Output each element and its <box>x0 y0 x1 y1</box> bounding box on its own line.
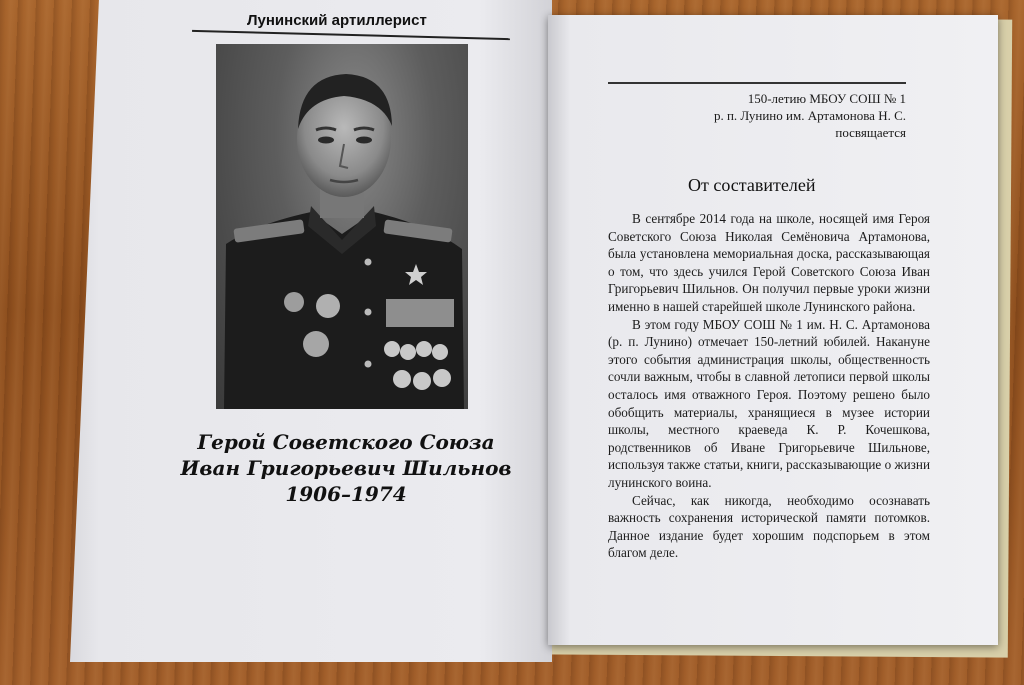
paragraph: В сентябре 2014 года на школе, носящей имя Героя Советского Союза Николая Семёновича Артамонова, была установлена мемориальная доска, рассказывающая о том, что здесь учился Герой Советского Союза Иван Григорьевич Шильнов. Он получил первые уроки жизни именно в нашей старейшей школе Лунинского района. <box>608 211 930 314</box>
portrait-photo <box>216 44 468 409</box>
dedication <box>714 90 906 141</box>
dedication-line3: посвящается <box>835 125 906 140</box>
section-title: От составителей <box>688 175 816 195</box>
paragraph: В этом году МБОУ СОШ № 1 им. Н. С. Артамонова (р. п. Лунино) отмечает 150-летний юбилей. Накануне этого события администрация школы, общественность сочли важным, чтобы в славной летописи первой школы осталось имя отважного Героя. Поэтому решено было обобщить материалы, хранящиеся в музее истории школы, местного краеведа К. Р. Кочешкова, родственников об Иване Григорьевиче Шильнове, используя также статьи, книги, рассказывающие о жизни лунинского воина. <box>608 316 930 490</box>
dedication-line2: р. п. Лунино им. Артамонова Н. С. <box>713 108 906 123</box>
caption-years: 1906–1974 <box>285 482 407 506</box>
dedication-line1: 150-летию МБОУ СОШ № 1 <box>747 91 906 106</box>
portrait-illustration <box>216 44 468 409</box>
preface-text <box>608 210 930 562</box>
paragraph: Сейчас, как никогда, необходимо осознавать важность сохранения исторической памяти потомков. Данное издание будет хорошим подспорьем в этом благом деле. <box>608 492 930 561</box>
running-head: Лунинский артиллерист <box>247 12 427 29</box>
header-rule-right <box>608 82 906 84</box>
caption-name: Иван Григорьевич Шильнов <box>180 456 512 480</box>
caption-title: Герой Советского Союза <box>197 430 495 454</box>
